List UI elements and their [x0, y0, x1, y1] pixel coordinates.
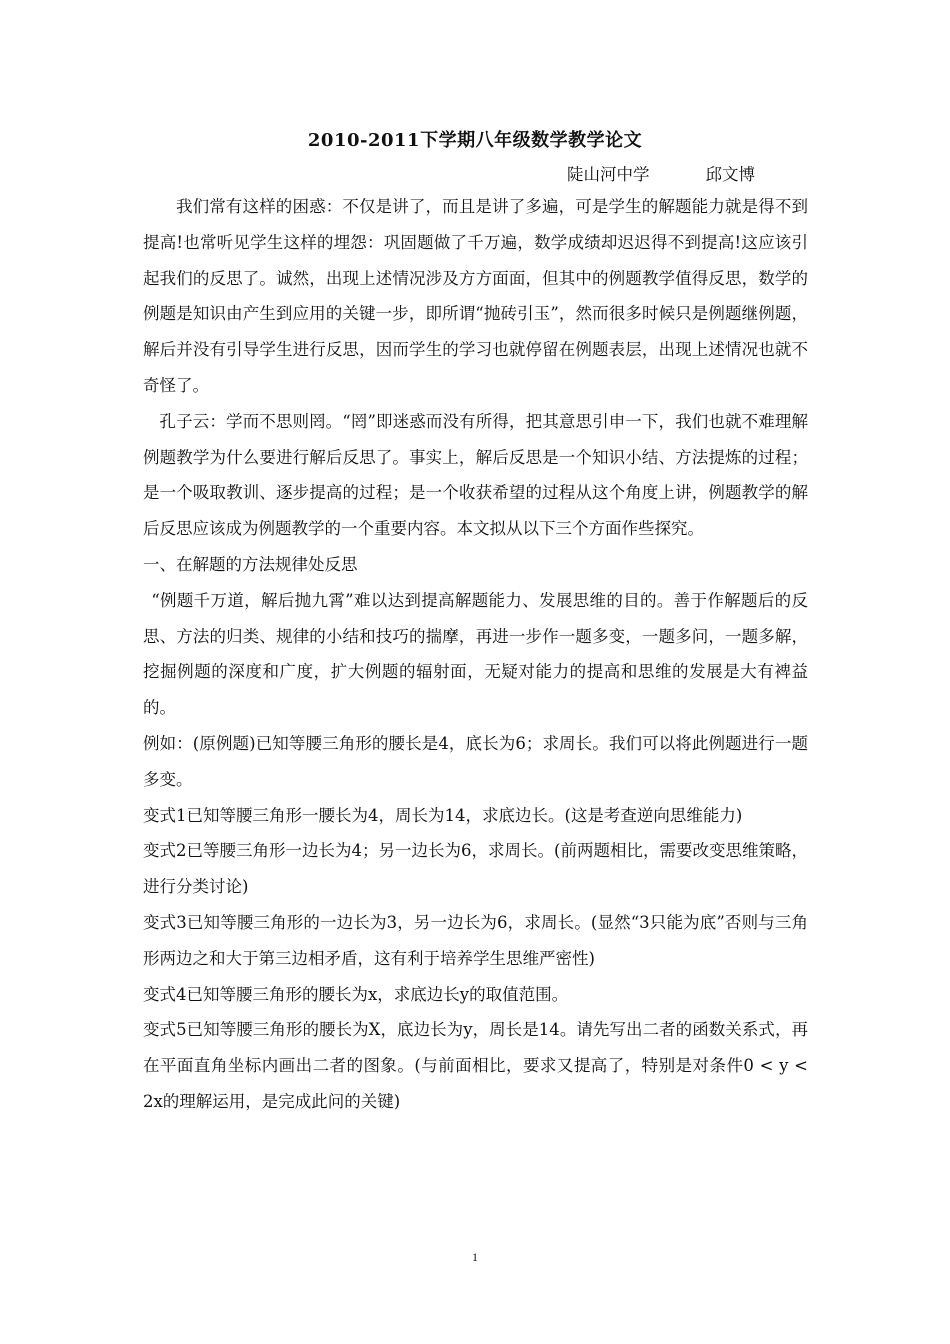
school-name: 陡山河中学 — [567, 165, 650, 184]
section-heading-1: 一、在解题的方法规律处反思 — [143, 554, 358, 574]
document-body — [143, 189, 808, 1120]
author-line — [567, 161, 755, 185]
variant-4: 变式4已知等腰三角形的腰长为x，求底边长y的取值范围。 — [143, 984, 569, 1004]
author-name: 邱文博 — [705, 165, 755, 184]
variant-5: 变式5已知等腰三角形的腰长为X，底边长为y，周长是14。请先写出二者的函数关系式，再在平面直角坐标内画出二者的图象。(与前面相比，要求又提高了，特别是对条件0 < y < 2x的理解运用，是完成此问的关键) — [143, 1020, 808, 1111]
paragraph-example: 例如：(原例题)已知等腰三角形的腰长是4，底长为6；求周长。我们可以将此例题进行一题多变。 — [143, 733, 808, 789]
variant-1: 变式1已知等腰三角形一腰长为4，周长为14，求底边长。(这是考查逆向思维能力) — [143, 805, 743, 825]
document-title: 2010-2011下学期八年级数学教学论文 — [307, 130, 643, 151]
paragraph-method: “例题千万道，解后抛九霄”难以达到提高解题能力、发展思维的目的。善于作解题后的反思、方法的归类、规律的小结和技巧的揣摩，再进一步作一题多变，一题多问，一题多解，挖掘例题的深度和广度，扩大例题的辐射面，无疑对能力的提高和思维的发展是大有裨益的。 — [143, 590, 808, 718]
variant-3: 变式3已知等腰三角形的一边长为3，另一边长为6，求周长。(显然“3只能为底”否则与三角形两边之和大于第三边相矛盾，这有利于培养学生思维严密性) — [143, 912, 808, 968]
paragraph-intro: 我们常有这样的困惑：不仅是讲了，而且是讲了多遍，可是学生的解题能力就是得不到提高!也常听见学生这样的埋怨：巩固题做了千万遍，数学成绩却迟迟得不到提高!这应该引起我们的反思了。诚然，出现上述情况涉及方方面面，但其中的例题教学值得反思，数学的例题是知识由产生到应用的关键一步，即所谓“抛砖引玉”，然而很多时候只是例题继例题，解后并没有引导学生进行反思，因而学生的学习也就停留在例题表层，出现上述情况也就不奇怪了。 — [143, 197, 808, 395]
page-number: 1 — [472, 1250, 478, 1264]
paragraph-confucius: 孔子云：学而不思则罔。“罔”即迷惑而没有所得，把其意思引申一下，我们也就不难理解例题教学为什么要进行解后反思了。事实上，解后反思是一个知识小结、方法提炼的过程；是一个吸取教训、逐步提高的过程；是一个收获希望的过程从这个角度上讲，例题教学的解后反思应该成为例题教学的一个重要内容。本文拟从以下三个方面作些探究。 — [143, 411, 808, 539]
variant-2: 变式2已等腰三角形一边长为4；另一边长为6，求周长。(前两题相比，需要改变思维策略，进行分类讨论) — [143, 841, 808, 897]
